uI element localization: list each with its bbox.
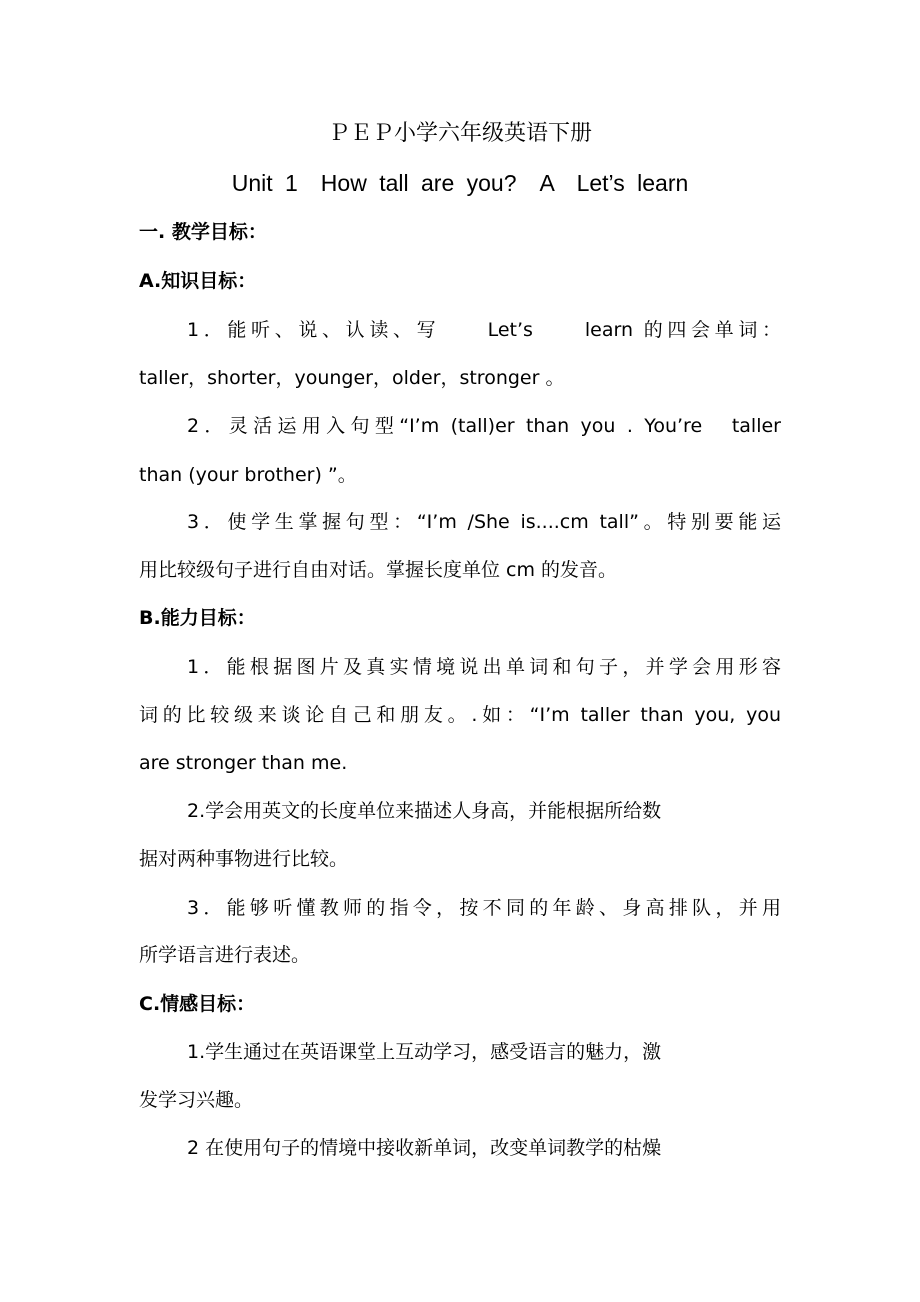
paragraph-line: 据对两种事物进行比较。 [139,848,349,870]
paragraph-line: are stronger than me. [139,752,348,774]
paragraph-line: 3．能够听懂教师的指令，按不同的年龄、身高排队，并用 [187,897,781,919]
paragraph-line: 1.学生通过在英语课堂上互动学习，感受语言的魅力，激 [187,1041,662,1063]
paragraph-line: taller，shorter，younger，older，stronger 。 [139,367,565,389]
paragraph-line: than (your brother) ”。 [139,464,357,486]
paragraph-line: 3．使学生掌握句型：“I’m /She is....cm tall”。特别要能运 [187,511,781,533]
section-heading: 一. 教学目标： [139,221,267,243]
paragraph-line: 2 在使用句子的情境中接收新单词，改变单词教学的枯燥 [187,1137,662,1159]
knowledge-goals-heading: A.知识目标： [139,270,257,292]
document-subtitle: Unit 1 How tall are you? A Let’s learn [231,170,689,196]
emotional-goals-heading: C.情感目标： [139,993,256,1015]
paragraph-line: 发学习兴趣。 [139,1089,254,1111]
paragraph-line: 2．灵活运用入句型“I’m (tall)er than you . You’re taller [187,415,781,437]
ability-goals-heading: B.能力目标： [139,607,256,629]
document-title: ＰＥＰ小学六年级英语下册 [327,121,592,146]
paragraph-line: 1．能听、说、认读、写 Let’s learn 的四会单词： [187,319,781,341]
paragraph-line: 用比较级句子进行自由对话。掌握长度单位 cm 的发音。 [139,559,618,581]
paragraph-line: 1．能根据图片及真实情境说出单词和句子，并学会用形容 [187,656,781,678]
paragraph-line: 所学语言进行表述。 [139,944,311,966]
paragraph-line: 词的比较级来谈论自己和朋友。.如：“I’m taller than you, you [139,704,781,726]
paragraph-line: 2.学会用英文的长度单位来描述人身高，并能根据所给数 [187,800,662,822]
